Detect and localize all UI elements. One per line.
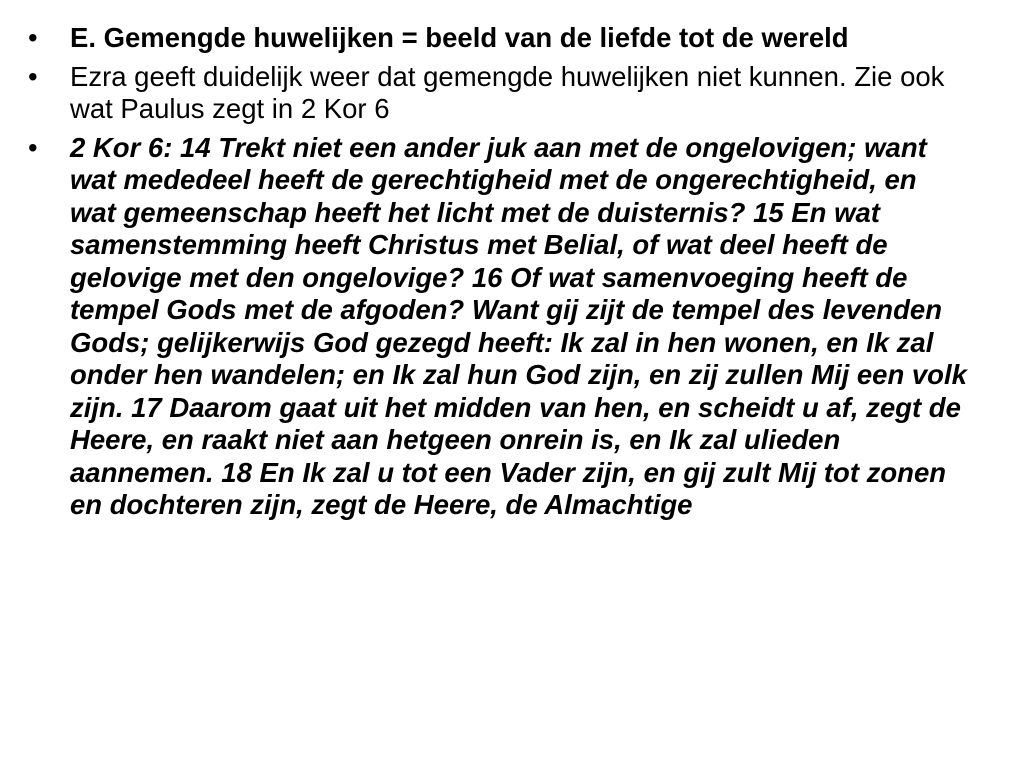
- bullet-intro-text: Ezra geeft duidelijk weer dat gemengde huwelijken niet kunnen. Zie ook wat Paulus zegt in 2 Kor 6: [70, 60, 945, 124]
- bullet-dot-icon: •: [28, 22, 38, 53]
- bullet-quote-text: 2 Kor 6: 14 Trekt niet een ander juk aan met de ongelovigen; want wat mededeel heeft de gerechtigheid met de ongerechtigheid, en wat gemeenschap heeft het licht met de duisternis? 15 En wat samenstemming heeft Christus met Belial, of wat deel heeft de gelovige met den ongelovige? 16 Of wat samenvoeging heeft de tempel Gods met de afgoden? Want gij zijt de tempel des levenden Gods; gelijkerwijs God gezegd heeft: Ik zal in hen wonen, en Ik zal onder hen wandelen; en Ik zal hun God zijn, en zij zullen Mij een volk zijn. 17 Daarom gaat uit het midden van hen, en scheidt u af, zegt de Heere, en raakt niet aan hetgeen onrein is, en Ik zal ulieden aannemen. 18 En Ik zal u tot een Vader zijn, en gij zult Mij tot zonen en dochteren zijn, zegt de Heere, de Almachtige: [70, 131, 967, 520]
- bullet-heading-text: E. Gemengde huwelijken = beeld van de liefde tot de wereld: [70, 22, 849, 53]
- bullet-item-heading: [28, 22, 968, 55]
- bullet-dot-icon: •: [28, 131, 38, 163]
- bullet-item-quote: [28, 132, 968, 522]
- bullet-list: [28, 22, 968, 528]
- bullet-dot-icon: •: [28, 60, 38, 92]
- bullet-item-intro: [28, 61, 968, 126]
